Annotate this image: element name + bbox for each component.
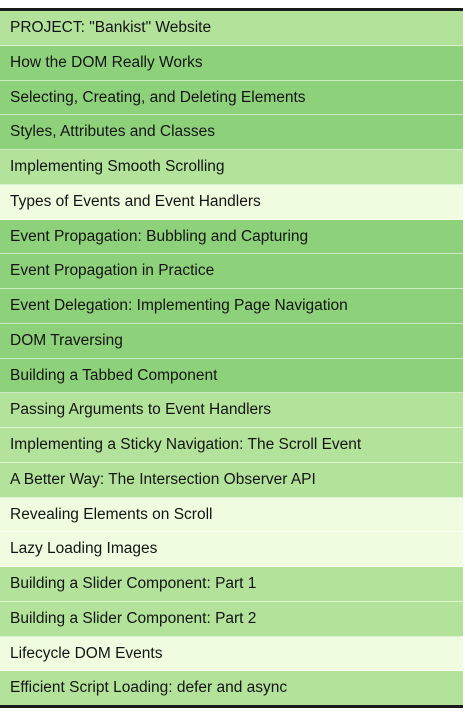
lesson-row[interactable]: Selecting, Creating, and Deleting Elements xyxy=(0,81,463,116)
lesson-row[interactable]: Event Propagation in Practice xyxy=(0,254,463,289)
lesson-row[interactable]: Passing Arguments to Event Handlers xyxy=(0,393,463,428)
lesson-row[interactable]: Lazy Loading Images xyxy=(0,532,463,567)
lesson-row[interactable]: Revealing Elements on Scroll xyxy=(0,498,463,533)
lesson-row[interactable]: Styles, Attributes and Classes xyxy=(0,115,463,150)
lesson-row[interactable]: Types of Events and Event Handlers xyxy=(0,185,463,220)
lesson-row[interactable]: Lifecycle DOM Events xyxy=(0,637,463,672)
lesson-row[interactable]: Implementing a Sticky Navigation: The Scroll Event xyxy=(0,428,463,463)
lesson-row[interactable]: Event Delegation: Implementing Page Navigation xyxy=(0,289,463,324)
lesson-row[interactable]: PROJECT: "Bankist" Website xyxy=(0,11,463,46)
lesson-row[interactable]: Building a Tabbed Component xyxy=(0,359,463,394)
lesson-row[interactable]: Building a Slider Component: Part 1 xyxy=(0,567,463,602)
lesson-row[interactable]: A Better Way: The Intersection Observer API xyxy=(0,463,463,498)
bottom-divider xyxy=(0,705,463,708)
lesson-list xyxy=(0,11,463,706)
lesson-row[interactable]: Implementing Smooth Scrolling xyxy=(0,150,463,185)
lesson-row[interactable]: Building a Slider Component: Part 2 xyxy=(0,602,463,637)
lesson-row[interactable]: How the DOM Really Works xyxy=(0,46,463,81)
lesson-row[interactable]: Event Propagation: Bubbling and Capturing xyxy=(0,220,463,255)
lesson-row[interactable]: Efficient Script Loading: defer and async xyxy=(0,671,463,706)
lesson-row[interactable]: DOM Traversing xyxy=(0,324,463,359)
